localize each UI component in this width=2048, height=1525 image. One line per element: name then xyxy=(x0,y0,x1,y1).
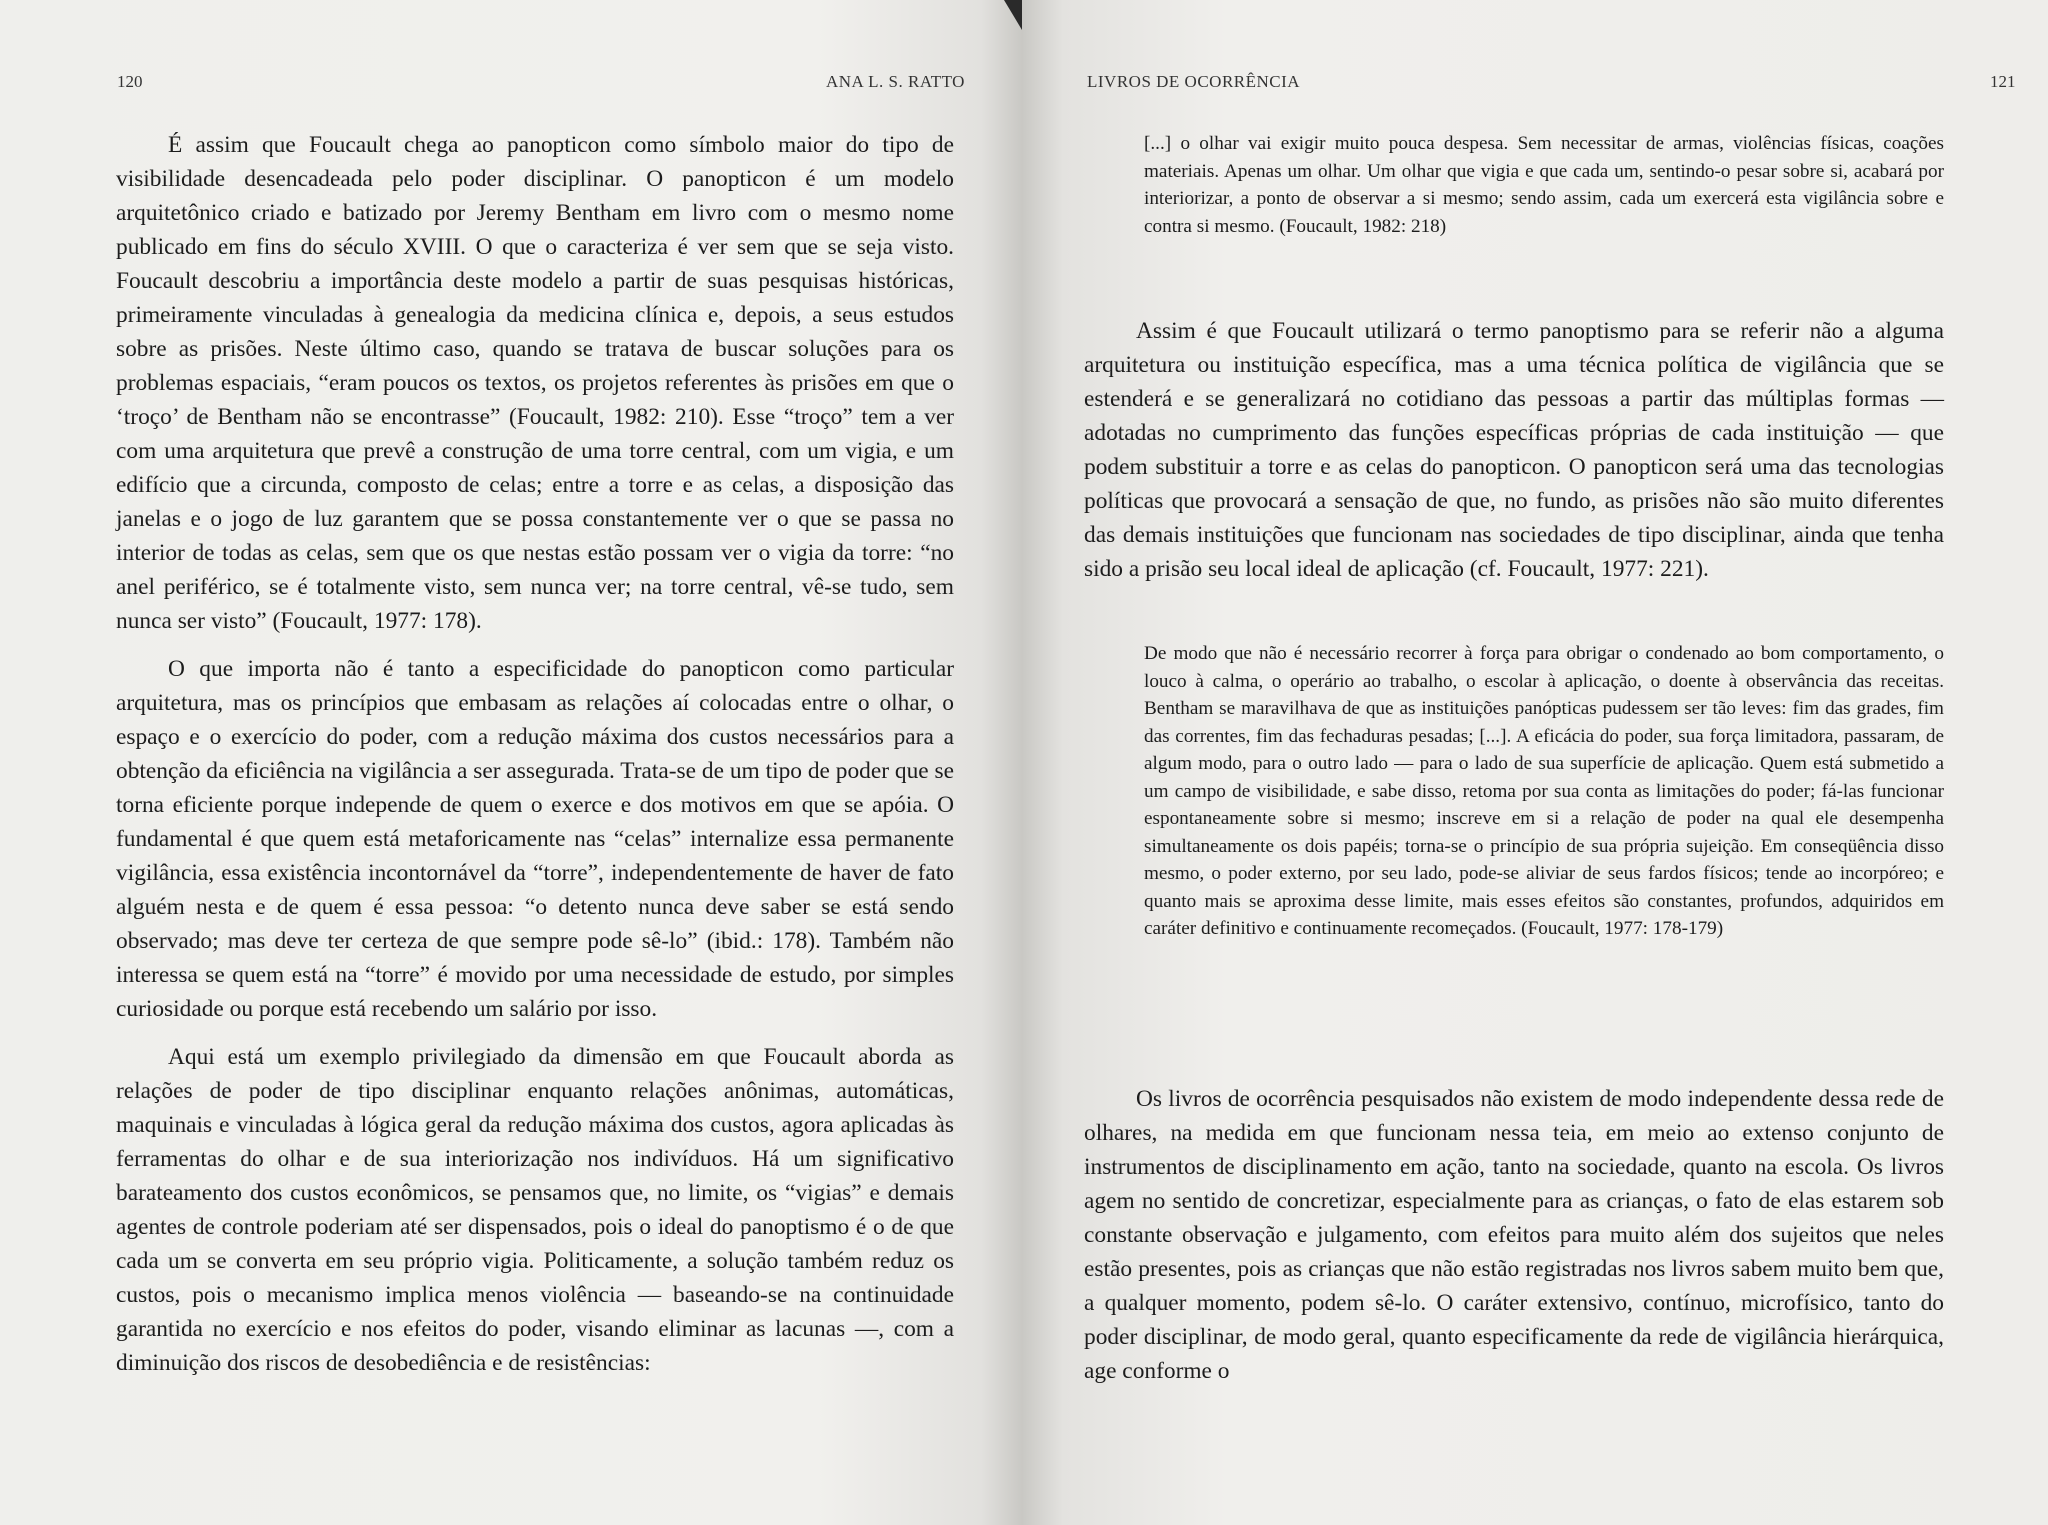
right-paragraph-1: Assim é que Foucault utilizará o termo panoptismo para se referir não a alguma arquitetura ou instituição específica, mas a uma técnica política de vigilância que se estenderá e se generalizará no cotidiano das pessoas a partir das múltiplas formas — adotadas no cumprimento das funções específicas próprias de cada instituição — que podem substituir a torre e as celas do panopticon. O panopticon será uma das tecnologias políticas que provocará a sensação de que, no fundo, as prisões não são muito diferentes das demais instituições que funcionam nas sociedades de tipo disciplinar, ainda que tenha sido a prisão seu local ideal de aplicação (cf. Foucault, 1977: 221). xyxy=(1084,318,1944,582)
right-body-text-2 xyxy=(1084,1082,1944,1402)
left-body-text xyxy=(116,128,954,1394)
block-quote-top xyxy=(1144,130,1944,240)
left-paragraph-2: O que importa não é tanto a especificidade do panopticon como particular arquitetura, mas os princípios que embasam as relações aí colocadas entre o olhar, o espaço e o exercício do poder, com a redução máxima dos custos necessários para a obtenção da eficiência na vigilância a ser assegurada. Trata-se de um tipo de poder que se torna eficiente porque independe de quem o exerce e dos motivos em que se apóia. O fundamental é que quem está metaforicamente nas “celas” internalize essa permanente vigilância, essa existência incontornável da “torre”, independentemente de haver de fato alguém nesta e de quem é essa pessoa: “o detento nunca deve saber se está sendo observado; mas deve ter certeza de que sempre pode sê-lo” (ibid.: 178). Também não interessa se quem está na “torre” é movido por uma necessidade de estudo, por simples curiosidade ou porque está recebendo um salário por isso. xyxy=(116,656,954,1022)
block-quote-top-text: [...] o olhar vai exigir muito pouca despesa. Sem necessitar de armas, violências físicas, coações materiais. Apenas um olhar. Um olhar que vigia e que cada um, sentindo-o pesar sobre si, acabará por interiorizar, a ponto de observar a si mesmo; sendo assim, cada um exercerá esta vigilância sobre e contra si mesmo. (Foucault, 1982: 218) xyxy=(1144,133,1944,237)
page-number-left: 120 xyxy=(117,72,143,91)
running-head-right: LIVROS DE OCORRÊNCIA xyxy=(1087,72,1301,91)
right-body-text-1 xyxy=(1084,314,1944,600)
right-page xyxy=(1022,0,2048,1525)
right-paragraph-2: Os livros de ocorrência pesquisados não existem de modo independente dessa rede de olhares, na medida em que funcionam nessa teia, em meio ao extenso conjunto de instrumentos de disciplinamento em ação, tanto na sociedade, quanto na escola. Os livros agem no sentido de concretizar, especialmente para as crianças, o fato de elas estarem sob constante observação e julgamento, com efeitos para muito além dos sujeitos que neles estão presentes, pois as crianças que não estão registradas nos livros sabem muito bem que, a qualquer momento, podem sê-lo. O caráter extensivo, contínuo, microfísico, tanto do poder disciplinar, de modo geral, quanto especificamente da rede de vigilância hierárquica, age conforme o xyxy=(1084,1086,1944,1384)
left-paragraph-1: É assim que Foucault chega ao panopticon como símbolo maior do tipo de visibilidade desencadeada pelo poder disciplinar. O panopticon é um modelo arquitetônico criado e batizado por Jeremy Bentham em livro com o mesmo nome publicado em fins do século XVIII. O que o caracteriza é ver sem que se seja visto. Foucault descobriu a importância deste modelo a partir de suas pesquisas históricas, primeiramente vinculadas à genealogia da medicina clínica e, depois, a seus estudos sobre as prisões. Neste último caso, quando se tratava de buscar soluções para os problemas espaciais, “eram poucos os textos, os projetos referentes às prisões em que o ‘troço’ de Bentham não se encontrasse” (Foucault, 1982: 210). Esse “troço” tem a ver com uma arquitetura que prevê a construção de uma torre central, com um vigia, e um edifício que a circunda, composto de celas; entre a torre e as celas, a disposição das janelas e o jogo de luz garantem que se possa constantemente ver o que se passa no interior de todas as celas, sem que os que nestas estão possam ver o vigia da torre: “no anel periférico, se é totalmente visto, sem nunca ver; na torre central, vê-se tudo, sem nunca ser visto” (Foucault, 1977: 178). xyxy=(116,132,954,634)
block-quote-middle xyxy=(1144,640,1944,943)
block-quote-middle-text: De modo que não é necessário recorrer à força para obrigar o condenado ao bom comportamento, o louco à calma, o operário ao trabalho, o escolar à aplicação, o doente à observância das receitas. Bentham se maravilhava de que as instituições panópticas pudessem ser tão leves: fim das grades, fim das correntes, fim das fechaduras pesadas; [...]. A eficácia do poder, sua força limitadora, passaram, de algum modo, para o outro lado — para o lado de sua superfície de aplicação. Quem está submetido a um campo de visibilidade, e sabe disso, retoma por sua conta as limitações do poder; fá-las funcionar espontaneamente sobre si mesmo; inscreve em si a relação de poder na qual ele desempenha simultaneamente os dois papéis; torna-se o princípio de sua própria sujeição. Em conseqüência disso mesmo, o poder externo, por seu lado, pode-se aliviar de seus fardos físicos; tende ao incorpóreo; e quanto mais se aproxima desse limite, mais esses efeitos são constantes, profundos, adquiridos em caráter definitivo e continuamente recomeçados. (Foucault, 1977: 178-179) xyxy=(1144,643,1944,939)
page-number-right: 121 xyxy=(1990,72,2016,91)
running-head-left: ANA L. S. RATTO xyxy=(826,72,965,91)
left-paragraph-3: Aqui está um exemplo privilegiado da dimensão em que Foucault aborda as relações de poder de tipo disciplinar enquanto relações anônimas, automáticas, maquinais e vinculadas à lógica geral da redução máxima dos custos, agora aplicadas às ferramentas do olhar e de sua interiorização nos indivíduos. Há um significativo barateamento dos custos econômicos, se pensamos que, no limite, os “vigias” e demais agentes de controle poderiam até ser dispensados, pois o ideal do panoptismo é o de que cada um se converta em seu próprio vigia. Politicamente, a solução também reduz os custos, pois o mecanismo implica menos violência — baseando-se na continuidade garantida no exercício e nos efeitos do poder, visando eliminar as lacunas —, com a diminuição dos riscos de desobediência e de resistências: xyxy=(116,1044,954,1376)
left-page xyxy=(0,0,1022,1525)
